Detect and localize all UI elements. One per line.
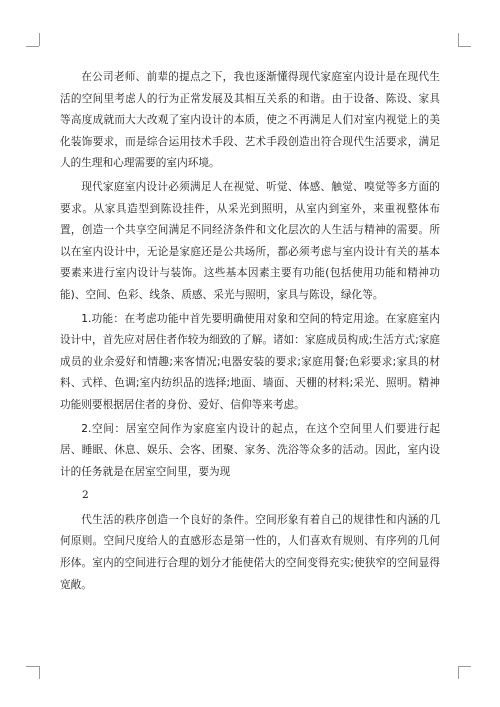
paragraph-requirements: 现代家庭室内设计必须满足人在视觉、听觉、体感、触觉、嗅觉等多方面的要求。从家具造型到陈设挂件，从采光到照明，从室内到室外，来重视整体布置，创造一个共享空间满足不同经济条件和文化层次的人生活与精神的需要。所以在室内设计中，无论是家庭还是公共场所，都必须考虑与室内设计有关的基本要素来进行室内设计与装饰。这些基本因素主要有功能(包括使用功能和精神功能)、空间、色彩、线条、质感、采光与照明，家具与陈设，绿化等。 — [60, 180, 440, 301]
crop-mark-top-left-horizontal — [26, 46, 39, 47]
crop-mark-bottom-right-vertical — [458, 666, 459, 679]
paragraph-space-continued: 代生活的秩序创造一个良好的条件。空间形象有着自己的规律性和内涵的几何原则。空间尺度给人的直感形态是第一性的，人们喜欢有规则、有序列的几何形体。室内的空间进行合理的划分才能使偌大的空间变得充实;使狭窄的空间显得宽敞。 — [60, 513, 440, 591]
crop-mark-top-right-vertical — [458, 33, 459, 46]
crop-mark-bottom-left-horizontal — [26, 666, 39, 667]
crop-mark-top-left-vertical — [39, 33, 40, 46]
crop-mark-bottom-left-vertical — [39, 666, 40, 679]
crop-mark-top-right-horizontal — [458, 46, 471, 47]
paragraph-space: 2.空间：居室空间作为家庭室内设计的起点，在这个空间里人们要进行起居、睡眠、休息、娱乐、会客、团聚、家务、洗浴等众多的活动。因此，室内设计的任务就是在居室空间里，要为现 — [60, 422, 440, 478]
paragraph-intro: 在公司老师、前辈的提点之下，我也逐渐懂得现代家庭室内设计是在现代生活的空间里考虑人的行为正常发展及其相互关系的和谐。由于设备、陈设、家具等高度成就而大大改观了室内设计的本质，使之不再满足人们对室内视觉上的美化装饰要求，而是综合运用技术手段、艺术手段创造出符合现代生活要求，满足人的生理和心理需要的室内环境。 — [60, 71, 440, 170]
page-number: 2 — [82, 489, 89, 502]
paragraph-function: 1.功能：在考虑功能中首先要明确使用对象和空间的特定用途。在家庭室内设计中，首先应对居住者作较为细致的了解。诸如：家庭成员构成;生活方式;家庭成员的业余爱好和情趣;来客情况;电器安装的要求;家庭用餐;色彩要求;家具的材料、式样、色调;室内纺织品的选择;地面、墙面、天棚的材料;采光、照明。精神功能则要根据居住者的身份、爱好、信仰等来考虑。 — [60, 312, 440, 411]
crop-mark-bottom-right-horizontal — [458, 666, 471, 667]
document-body — [60, 67, 440, 598]
